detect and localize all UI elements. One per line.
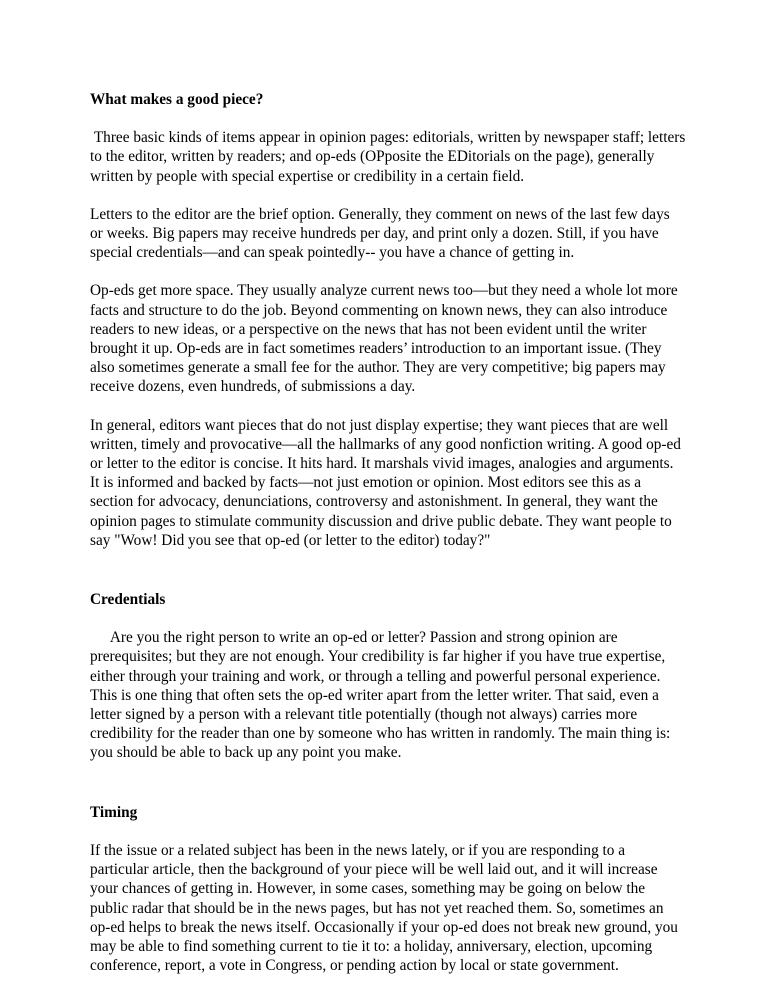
paragraph-credentials: Are you the right person to write an op-ed or letter? Passion and strong opinion are prerequisites; but they are not enough. Your credibility is far higher if you have true expertise, either through your training and work, or through a telling and powerful personal experience. This is one thing that often sets the op-ed writer apart from the letter writer. That said, even a letter signed by a person with a relevant title potentially (though not always) carries more credibility for the reader than one by someone who has written in randomly. The main thing is: you should be able to back up any point you make. bbox=[90, 629, 671, 762]
paragraph-op-eds: Op-eds get more space. They usually analyze current news too—but they need a whole lot more facts and structure to do the job. Beyond commenting on known news, they can also introduce readers to new ideas, or a perspective on the news that has not been evident until the writer brought it up. Op-eds are in fact sometimes readers’ introduction to an important issue. (They also sometimes generate a small fee for the author. They are very competitive; big papers may receive dozens, even hundreds, of submissions a day. bbox=[90, 282, 678, 396]
paragraph-kinds-of-items: Three basic kinds of items appear in opinion pages: editorials, written by newspaper staff; letters to the editor, written by readers; and op-eds (OPposite the EDitorials on the page), generally written by people with special expertise or credibility in a certain field. bbox=[90, 129, 690, 185]
section-heading-credentials: Credentials bbox=[90, 591, 166, 609]
section-heading-good-piece: What makes a good piece? bbox=[90, 91, 264, 108]
paragraph-letters-to-editor: Letters to the editor are the brief option. Generally, they comment on news of the last few days or weeks. Big papers may receive hundreds per day, and print only a dozen. Still, if you have special credentials—and can speak pointedly-- you have a chance of getting in. bbox=[90, 205, 670, 262]
paragraph-timing: If the issue or a related subject has been in the news lately, or if you are responding to a particular article, then the background of your piece will be well laid out, and it will increase your chances of getting in. However, in some cases, something may be going on below the public radar that should be in the news pages, but has not yet reached them. So, sometimes an op-ed helps to break the news itself. Occasionally if your op-ed does not break new ground, you may be able to find something current to tie it to: a holiday, anniversary, election, upcoming conference, report, a vote in Congress, or pending action by local or state government. bbox=[90, 841, 678, 975]
paragraph-what-editors-want: In general, editors want pieces that do not just display expertise; they want pieces that are well written, timely and provocative—all the hallmarks of any good nonfiction writing. A good op-ed or letter to the editor is concise. It hits hard. It marshals vivid images, analogies and arguments. It is informed and backed by facts—not just emotion or opinion. Most editors see this as a section for advocacy, denunciations, controversy and astonishment. In general, they want the opinion pages to stimulate community discussion and drive public debate. They want people to say "Wow! Did you see that op-ed (or letter to the editor) today?" bbox=[90, 416, 681, 549]
section-heading-timing: Timing bbox=[90, 803, 138, 821]
document-page bbox=[90, 90, 690, 975]
